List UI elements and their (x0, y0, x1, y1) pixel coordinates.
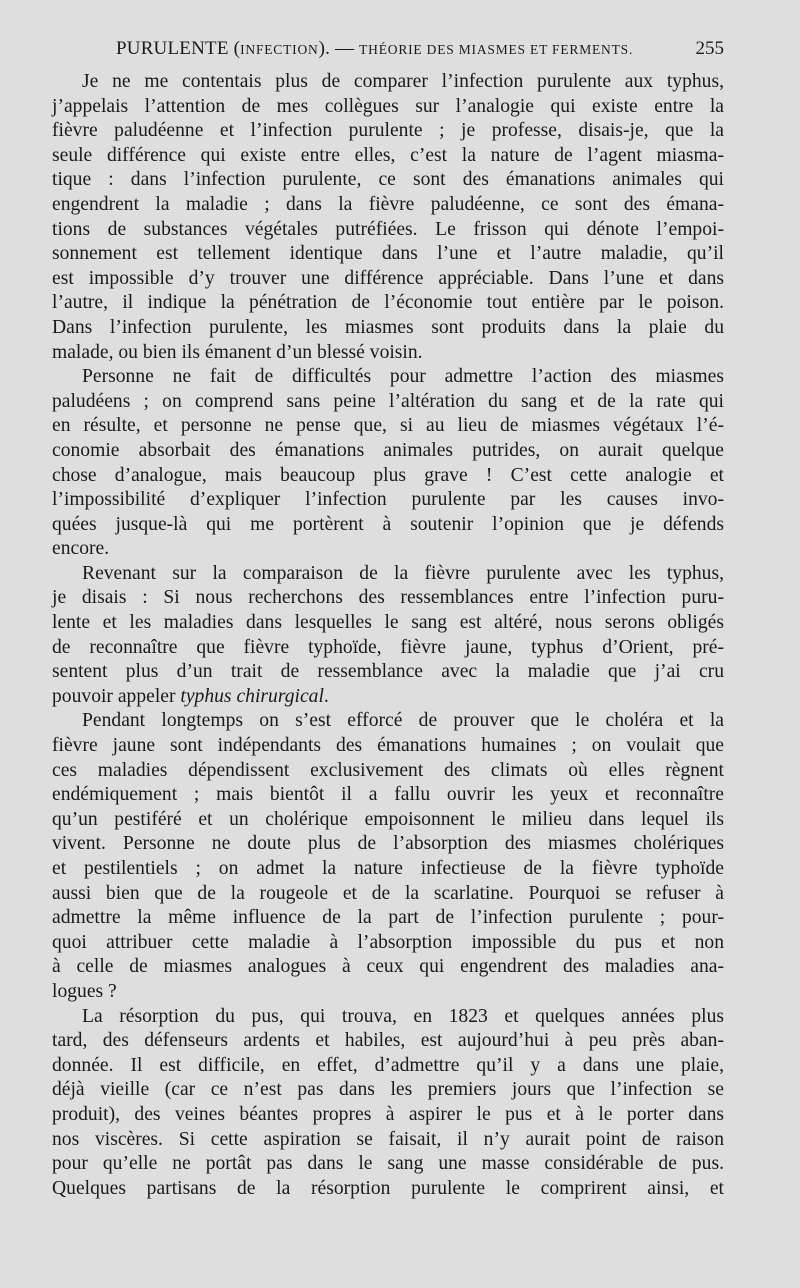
text-line-content: j’appelais l’attention de mes collègues sur l’analogie qui existe entre la (52, 95, 724, 117)
text-line-content: qu’un pestiféré et un cholérique empoisonnent le milieu dans lequel ils (52, 808, 724, 830)
text-line (52, 685, 724, 710)
text-line (52, 586, 724, 611)
text-line (52, 660, 724, 685)
text-line (52, 1128, 724, 1153)
text-line (52, 906, 724, 931)
text-line (52, 832, 724, 857)
text-line (52, 611, 724, 636)
text-line-content: quoi attribuer cette maladie à l’absorption impossible du pus et non (52, 931, 724, 953)
text-line (52, 1078, 724, 1103)
text-line-content: Personne ne fait de difficultés pour admettre l’action des miasmes (82, 366, 724, 388)
text-line-content: Dans l’infection purulente, les miasmes sont produits dans la plaie du (52, 316, 724, 338)
text-line (52, 168, 724, 193)
text-line-content: déjà vieille (car ce n’est pas dans les premiers jours que l’infection se (52, 1079, 724, 1101)
text-line-content: paludéens ; on comprend sans peine l’altération du sang et de la rate qui (52, 390, 724, 412)
text-line (52, 980, 724, 1005)
page-number: 255 (695, 38, 724, 59)
text-line-content: La résorption du pus, qui trouva, en 1823 et quelques années plus (82, 1005, 724, 1027)
text-line-content: l’autre, il indique la pénétration de l’économie tout entière par le poison. (52, 292, 724, 314)
text-line-tail: . (323, 685, 329, 707)
running-title-main: PURULENTE ( (116, 38, 241, 59)
text-line-content: logues ? (52, 980, 117, 1002)
text-line-content: je disais : Si nous recherchons des ressemblances entre l’infection puru- (52, 587, 724, 609)
text-line (52, 365, 724, 390)
text-line (52, 513, 724, 538)
text-line-content: chose d’analogue, mais beaucoup plus grave ! C’est cette analogie et (52, 464, 724, 486)
text-line (52, 1005, 724, 1030)
text-line (52, 537, 724, 562)
text-line (52, 1177, 724, 1202)
text-line (52, 390, 724, 415)
text-line-content: Pendant longtemps on s’est efforcé de prouver que le choléra et la (82, 710, 724, 732)
text-line (52, 783, 724, 808)
text-line (52, 439, 724, 464)
text-line-content: Quelques partisans de la résorption purulente le comprirent ainsi, et (52, 1177, 724, 1199)
running-title-infection: INFECTION (240, 42, 319, 57)
text-line-content: admettre la même influence de la part de l’infection purulente ; pour- (52, 907, 724, 929)
text-line (52, 1152, 724, 1177)
text-line-content: endémiquement ; mais bientôt il a fallu ouvrir les yeux et reconnaître (52, 784, 724, 806)
text-line-content: vivent. Personne ne doute plus de l’absorption des miasmes cholériques (52, 833, 724, 855)
text-line (52, 1029, 724, 1054)
text-line-content: l’impossibilité d’expliquer l’infection purulente par les causes invo- (52, 489, 724, 511)
text-line (52, 316, 724, 341)
text-line-content: seule différence qui existe entre elles, c’est la nature de l’agent miasma- (52, 144, 724, 166)
text-line (52, 808, 724, 833)
text-line (52, 193, 724, 218)
running-title-section: THÉORIE DES MIASMES ET FERMENTS. (359, 42, 634, 57)
italic-term: typhus chirurgical (180, 685, 324, 707)
text-line-content: et pestilentiels ; on admet la nature infectieuse de la fièvre typhoïde (52, 858, 724, 879)
text-line (52, 759, 724, 784)
text-line-content: est impossible d’y trouver une différence appréciable. Dans l’une et dans (52, 267, 724, 289)
text-line (52, 414, 724, 439)
text-line (52, 1103, 724, 1128)
text-line-content: ces maladies dépendissent exclusivement des climats où elles règnent (52, 759, 724, 781)
text-line (52, 857, 724, 882)
text-line-content: fièvre paludéenne et l’infection purulente ; je professe, disais-je, que la (52, 120, 724, 142)
text-line-content: donnée. Il est difficile, en effet, d’admettre qu’il y a dans une plaie, (52, 1054, 724, 1076)
text-line (52, 341, 724, 366)
text-line-content: produit), des veines béantes propres à aspirer le pus et à le porter dans (52, 1103, 724, 1125)
text-line-content: encore. (52, 538, 110, 560)
text-line-content: tique : dans l’infection purulente, ce sont des émanations animales qui (52, 169, 724, 191)
text-line (52, 562, 724, 587)
text-line (52, 70, 724, 95)
text-line-content: engendrent la maladie ; dans la fièvre paludéenne, ce sont des émana- (52, 193, 724, 215)
text-line-content: sentent plus d’un trait de ressemblance avec la maladie que j’ai cru (52, 661, 724, 683)
running-title (116, 38, 633, 60)
text-line (52, 242, 724, 267)
text-line (52, 882, 724, 907)
running-header (116, 38, 724, 68)
text-line (52, 709, 724, 734)
text-line (52, 218, 724, 243)
text-line-content: sonnement est tellement identique dans l’une et l’autre maladie, qu’il (52, 243, 724, 265)
text-line-content: de reconnaître que fièvre typhoïde, fièvre jaune, typhus d’Orient, pré- (52, 636, 724, 658)
running-title-separator: ). — (318, 38, 360, 59)
text-line (52, 734, 724, 759)
text-line (52, 1054, 724, 1079)
text-line (52, 144, 724, 169)
body-text (52, 70, 724, 1201)
text-line (52, 95, 724, 120)
text-line (52, 931, 724, 956)
text-line (52, 119, 724, 144)
text-line (52, 955, 724, 980)
text-line (52, 488, 724, 513)
text-line (52, 464, 724, 489)
text-line-content: nos viscères. Si cette aspiration se faisait, il n’y aurait point de raison (52, 1128, 724, 1150)
text-line-content: tard, des défenseurs ardents et habiles, est aujourd’hui à peu près aban- (52, 1030, 724, 1052)
text-line-content: quées jusque-là qui me portèrent à soutenir l’opinion que je défends (52, 513, 724, 535)
text-line-content: lente et les maladies dans lesquelles le sang est altéré, nous serons obligés (52, 612, 724, 634)
text-line-content: Je ne me contentais plus de comparer l’infection purulente aux typhus, (82, 71, 724, 92)
text-line-content: à celle de miasmes analogues à ceux qui engendrent des maladies ana- (52, 956, 724, 978)
text-line (52, 267, 724, 292)
text-line-content: pouvoir appeler (52, 685, 181, 707)
text-line (52, 636, 724, 661)
text-line-content: aussi bien que de la rougeole et de la scarlatine. Pourquoi se refuser à (52, 882, 724, 904)
text-line-content: fièvre jaune sont indépendants des émanations humaines ; on voulait que (52, 735, 724, 757)
text-line-content: tions de substances végétales putréfiées. Le frisson qui dénote l’empoi- (52, 218, 724, 240)
text-line (52, 291, 724, 316)
text-line-content: en résulte, et personne ne pense que, si au lieu de miasmes végétaux l’é- (52, 415, 724, 437)
text-line-content: pour qu’elle ne portât pas dans le sang une masse considérable de pus. (52, 1153, 724, 1175)
text-line-content: conomie absorbait des émanations animales putrides, on aurait quelque (52, 439, 724, 461)
text-line-content: Revenant sur la comparaison de la fièvre purulente avec les typhus, (82, 562, 724, 584)
text-line-content: malade, ou bien ils émanent d’un blessé voisin. (52, 341, 423, 363)
